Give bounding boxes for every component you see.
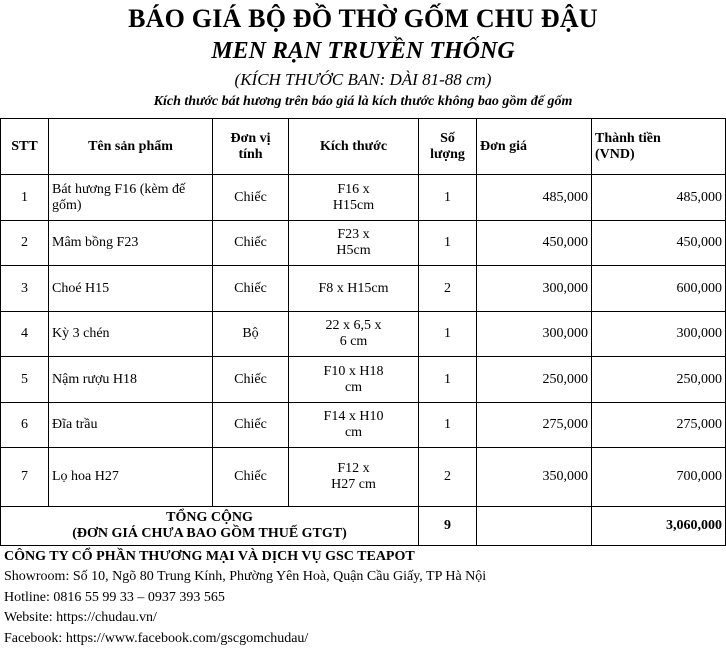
col-header-qty: Số lượng (419, 119, 477, 175)
cell-price: 450,000 (477, 221, 592, 266)
document-title: BÁO GIÁ BỘ ĐỒ THỜ GỐM CHU ĐẬU (128, 4, 598, 33)
cell-product-name: Đĩa trầu (49, 403, 213, 448)
cell-unit: Chiếc (213, 221, 289, 266)
cell-total: 275,000 (592, 403, 726, 448)
cell-total: 700,000 (592, 448, 726, 507)
cell-unit: Chiếc (213, 448, 289, 507)
cell-qty: 1 (419, 403, 477, 448)
summary-price-empty (477, 507, 592, 546)
summary-label: TỔNG CỘNG (ĐƠN GIÁ CHƯA BAO GỒM THUẾ GTGT) (1, 507, 419, 546)
cell-product-name: Kỳ 3 chén (49, 312, 213, 357)
cell-price: 300,000 (477, 312, 592, 357)
table-row (1, 266, 726, 312)
table-row (1, 403, 726, 448)
cell-total: 450,000 (592, 221, 726, 266)
document-subtitle: MEN RẠN TRUYỀN THỐNG (211, 38, 515, 64)
col-header-price: Đơn giá (477, 119, 592, 175)
cell-unit: Chiếc (213, 357, 289, 403)
cell-qty: 1 (419, 221, 477, 266)
cell-size: F16 x H15cm (289, 175, 419, 221)
cell-stt: 3 (1, 266, 49, 312)
col-header-size: Kích thước (289, 119, 419, 175)
cell-unit: Chiếc (213, 403, 289, 448)
cell-size: 22 x 6,5 x 6 cm (289, 312, 419, 357)
table-size-note: (KÍCH THƯỚC BAN: DÀI 81-88 cm) (234, 70, 492, 89)
cell-price: 350,000 (477, 448, 592, 507)
website-link[interactable]: Website: https://chudau.vn/ (4, 610, 157, 626)
showroom-address: Showroom: Số 10, Ngõ 80 Trung Kính, Phường Yên Hoà, Quận Cầu Giấy, TP Hà Nội (4, 569, 487, 585)
cell-qty: 1 (419, 312, 477, 357)
cell-qty: 2 (419, 448, 477, 507)
cell-unit: Chiếc (213, 175, 289, 221)
cell-price: 485,000 (477, 175, 592, 221)
cell-price: 250,000 (477, 357, 592, 403)
cell-unit: Chiếc (213, 266, 289, 312)
cell-stt: 1 (1, 175, 49, 221)
table-row (1, 312, 726, 357)
cell-size: F12 x H27 cm (289, 448, 419, 507)
cell-size: F14 x H10 cm (289, 403, 419, 448)
cell-unit: Bộ (213, 312, 289, 357)
cell-product-name: Lọ hoa H27 (49, 448, 213, 507)
cell-total: 485,000 (592, 175, 726, 221)
cell-total: 300,000 (592, 312, 726, 357)
col-header-total: Thành tiền (VND) (592, 119, 726, 175)
cell-total: 600,000 (592, 266, 726, 312)
cell-stt: 6 (1, 403, 49, 448)
cell-product-name: Choé H15 (49, 266, 213, 312)
cell-size: F23 x H5cm (289, 221, 419, 266)
facebook-link[interactable]: Facebook: https://www.facebook.com/gscgomchudau/ (4, 630, 309, 646)
col-header-stt: STT (1, 119, 49, 175)
cell-qty: 1 (419, 175, 477, 221)
cell-stt: 4 (1, 312, 49, 357)
cell-product-name: Mâm bồng F23 (49, 221, 213, 266)
cell-size: F8 x H15cm (289, 266, 419, 312)
col-header-unit: Đơn vị tính (213, 119, 289, 175)
cell-price: 275,000 (477, 403, 592, 448)
table-header-row (1, 119, 726, 175)
company-name: CÔNG TY CỔ PHẦN THƯƠNG MẠI VÀ DỊCH VỤ GSC TEAPOT (4, 549, 415, 564)
cell-qty: 2 (419, 266, 477, 312)
company-footer (4, 547, 724, 649)
cell-qty: 1 (419, 357, 477, 403)
summary-qty: 9 (419, 507, 477, 546)
table-row (1, 448, 726, 507)
cell-total: 250,000 (592, 357, 726, 403)
cell-price: 300,000 (477, 266, 592, 312)
cell-stt: 2 (1, 221, 49, 266)
cell-stt: 5 (1, 357, 49, 403)
table-row (1, 175, 726, 221)
table-row (1, 221, 726, 266)
summary-total: 3,060,000 (592, 507, 726, 546)
cell-product-name: Nậm rượu H18 (49, 357, 213, 403)
summary-row (1, 507, 726, 546)
size-disclaimer: Kích thước bát hương trên báo giá là kích thước không bao gồm đế gốm (153, 94, 573, 109)
cell-stt: 7 (1, 448, 49, 507)
cell-product-name: Bát hương F16 (kèm đế gốm) (49, 175, 213, 221)
cell-size: F10 x H18 cm (289, 357, 419, 403)
price-table (0, 118, 726, 546)
hotline: Hotline: 0816 55 99 33 – 0937 393 565 (4, 589, 225, 605)
table-row (1, 357, 726, 403)
col-header-name: Tên sản phẩm (49, 119, 213, 175)
